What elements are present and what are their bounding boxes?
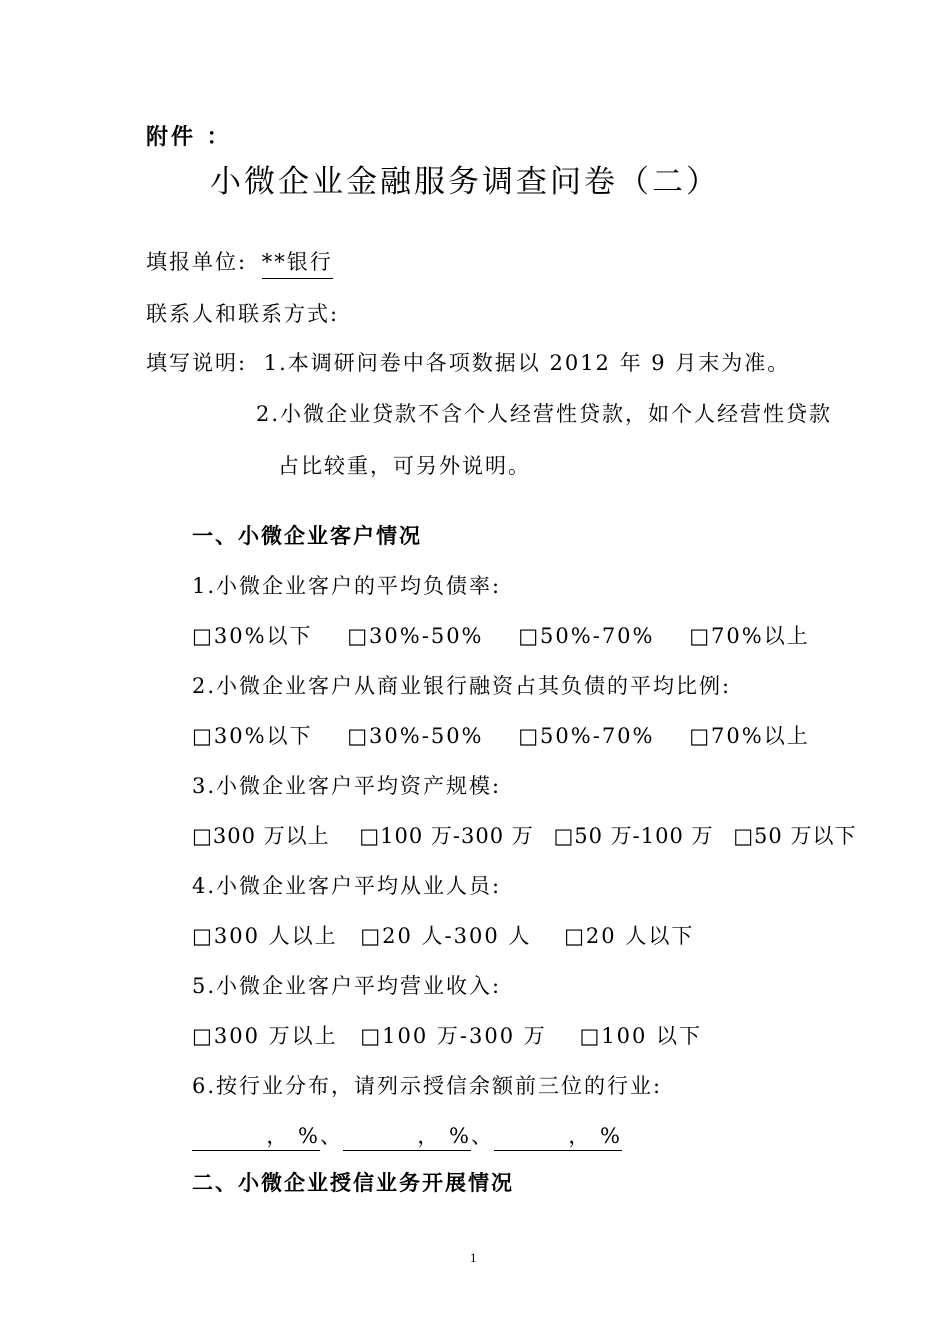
option-checkbox[interactable]: □70%以上 (689, 624, 810, 648)
contact-label: 联系人和联系方式: (146, 302, 340, 326)
question-2-options (192, 720, 836, 750)
instruction-2-line1: 2.小微企业贷款不含个人经营性贷款，如个人经营性贷款 (256, 402, 833, 426)
option-checkbox[interactable]: □50%-70% (518, 624, 655, 648)
instruction-1: 1.本调研问卷中各项数据以 2012 年 9 月末为准。 (263, 351, 791, 375)
option-checkbox[interactable]: □30%-50% (347, 724, 484, 748)
question-3: 3.小微企业客户平均资产规模: (192, 774, 502, 798)
attachment-label: 附件 ： (146, 125, 232, 150)
section-1-heading: 一、小微企业客户情况 (192, 524, 422, 548)
option-checkbox[interactable]: □30%以下 (192, 624, 313, 648)
option-checkbox[interactable]: □100 以下 (579, 1024, 703, 1048)
page-title: 小微企业金融服务调查问卷（二） (210, 164, 720, 200)
industry-blank-2[interactable]: ， % (343, 1120, 471, 1151)
question-6: 6.按行业分布，请列示授信余额前三位的行业: (192, 1074, 663, 1098)
question-2: 2.小微企业客户从商业银行融资占其负债的平均比例: (192, 674, 732, 698)
industry-blank-3[interactable]: ， % (494, 1120, 622, 1151)
question-6-blanks: ， %、 ， %、 ， % (192, 1120, 622, 1151)
option-checkbox[interactable]: □50%-70% (518, 724, 655, 748)
instruction-2-line2: 占比较重，可另外说明。 (278, 454, 531, 478)
question-4: 4.小微企业客户平均从业人员: (192, 874, 502, 898)
option-checkbox[interactable]: □100 万-300 万 (359, 824, 534, 848)
option-checkbox[interactable]: □50 万以下 (733, 824, 857, 848)
option-checkbox[interactable]: □300 万以上 (192, 824, 330, 848)
question-5-options (192, 1020, 728, 1050)
option-checkbox[interactable]: □100 万-300 万 (360, 1024, 547, 1048)
section-2-heading: 二、小微企业授信业务开展情况 (192, 1171, 514, 1195)
option-checkbox[interactable]: □30%以下 (192, 724, 313, 748)
option-checkbox[interactable]: □20 人以下 (564, 924, 695, 948)
question-5: 5.小微企业客户平均营业收入: (192, 974, 502, 998)
instructions-label: 填写说明: (146, 351, 248, 375)
industry-blank-1[interactable]: ， % (192, 1120, 320, 1151)
unit-row (146, 246, 333, 279)
question-1: 1.小微企业客户的平均负债率: (192, 574, 502, 598)
question-3-options (192, 820, 856, 850)
option-checkbox[interactable]: □300 人以上 (192, 924, 338, 948)
option-checkbox[interactable]: □300 万以上 (192, 1024, 338, 1048)
option-checkbox[interactable]: □30%-50% (347, 624, 484, 648)
instructions-row (146, 347, 790, 377)
unit-label: 填报单位: (146, 250, 248, 274)
page-number: 1 (470, 1250, 477, 1265)
unit-value: **银行 (262, 246, 333, 279)
option-checkbox[interactable]: □70%以上 (689, 724, 810, 748)
option-checkbox[interactable]: □50 万-100 万 (553, 824, 714, 848)
option-checkbox[interactable]: □20 人-300 人 (360, 924, 532, 948)
question-4-options (192, 920, 720, 950)
question-1-options (192, 620, 836, 650)
